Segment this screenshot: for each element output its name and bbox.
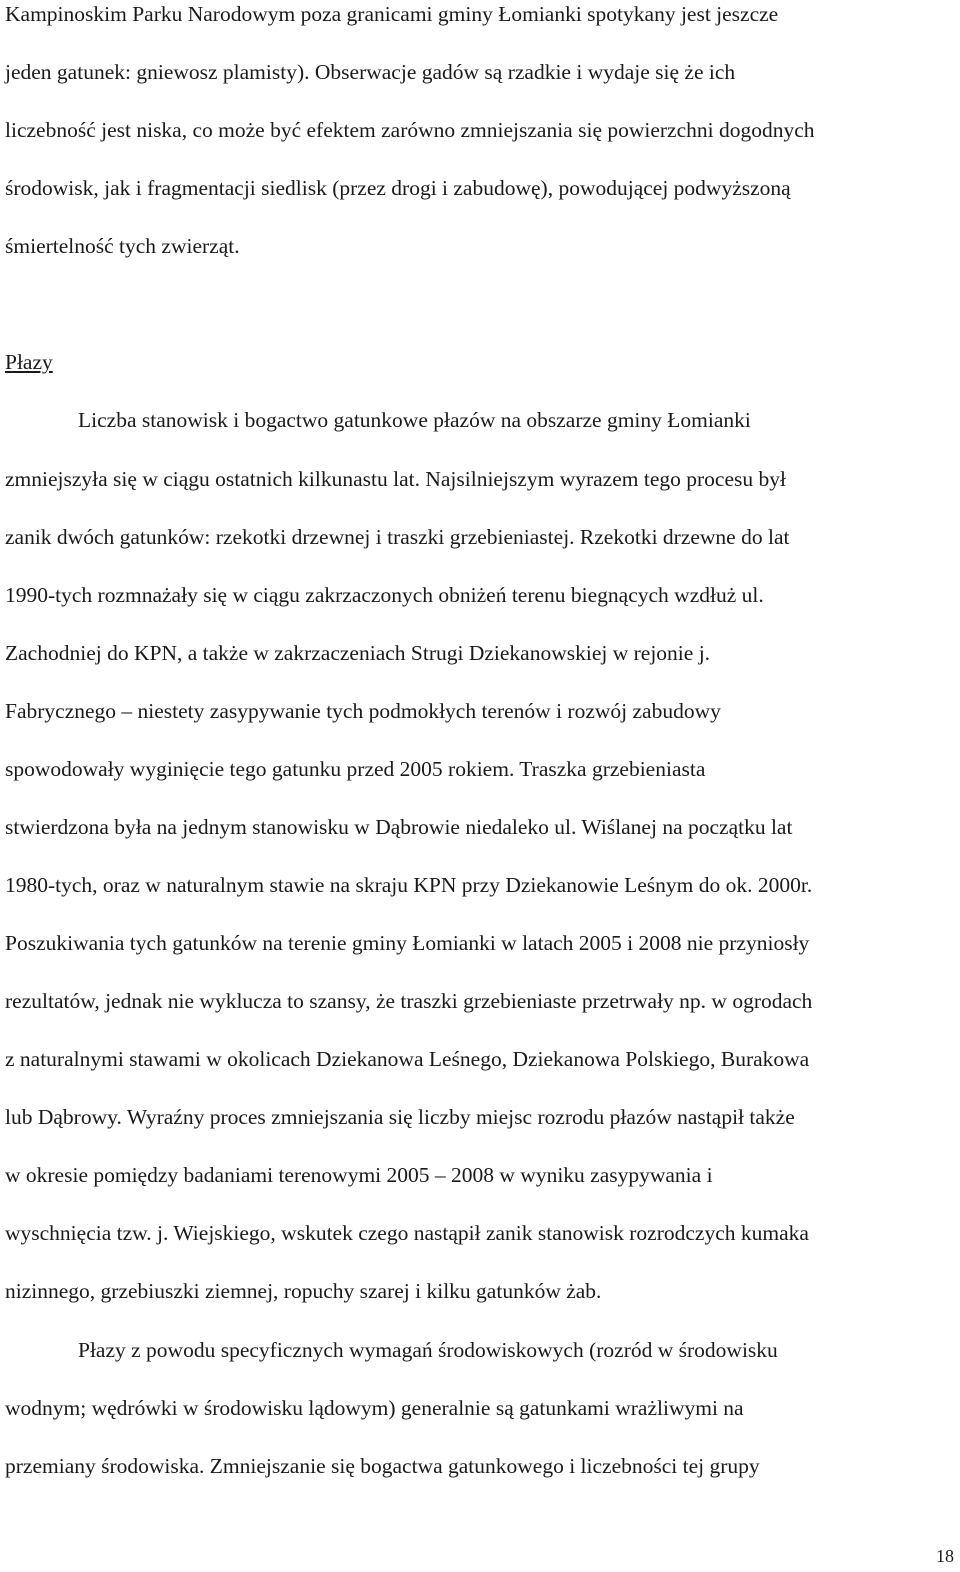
text-line: 1980-tych, oraz w naturalnym stawie na skraju KPN przy Dziekanowie Leśnym do ok. 2000r. [5,873,813,897]
text-line: jeden gatunek: gniewosz plamisty). Obserwacje gadów są rzadkie i wydaje się że ich [5,60,736,84]
text-line: Liczba stanowisk i bogactwo gatunkowe płazów na obszarze gminy Łomianki [78,408,751,432]
text-line: stwierdzona była na jednym stanowisku w Dąbrowie niedaleko ul. Wiślanej na początku lat [5,815,793,839]
text-line: liczebność jest niska, co może być efektem zarówno zmniejszania się powierzchni dogodnych [5,118,815,142]
text-line: nizinnego, grzebiuszki ziemnej, ropuchy szarej i kilku gatunków żab. [5,1279,602,1303]
text-line: śmiertelność tych zwierząt. [5,234,240,258]
text-line: wyschnięcia tzw. j. Wiejskiego, wskutek czego nastąpił zanik stanowisk rozrodczych kumaka [5,1221,809,1245]
text-line: zanik dwóch gatunków: rzekotki drzewnej i traszki grzebieniastej. Rzekotki drzewne do lat [5,525,790,549]
text-line: Fabrycznego – niestety zasypywanie tych podmokłych terenów i rozwój zabudowy [5,699,721,723]
text-line: zmniejszyła się w ciągu ostatnich kilkunastu lat. Najsilniejszym wyrazem tego procesu był [5,467,786,491]
text-line: w okresie pomiędzy badaniami terenowymi 2005 – 2008 w wyniku zasypywania i [5,1163,713,1187]
text-line: Kampinoskim Parku Narodowym poza granicami gminy Łomianki spotykany jest jeszcze [5,2,779,26]
text-line: wodnym; wędrówki w środowisku lądowym) generalnie są gatunkami wrażliwymi na [5,1396,744,1420]
text-line: lub Dąbrowy. Wyraźny proces zmniejszania się liczby miejsc rozrodu płazów nastąpił także [5,1105,795,1129]
text-line: 1990-tych rozmnażały się w ciągu zakrzaczonych obniżeń terenu biegnących wzdłuż ul. [5,583,764,607]
page-number: 18 [936,1546,954,1566]
text-line: Poszukiwania tych gatunków na terenie gminy Łomianki w latach 2005 i 2008 nie przyniosły [5,931,810,955]
text-line: środowisk, jak i fragmentacji siedlisk (przez drogi i zabudowę), powodującej podwyższoną [5,176,791,200]
text-line: spowodowały wyginięcie tego gatunku przed 2005 rokiem. Traszka grzebieniasta [5,757,706,781]
section-heading: Płazy [5,350,53,374]
text-line: rezultatów, jednak nie wyklucza to szansy, że traszki grzebieniaste przetrwały np. w ogrodach [5,989,813,1013]
text-line: z naturalnymi stawami w okolicach Dziekanowa Leśnego, Dziekanowa Polskiego, Burakowa [5,1047,810,1071]
text-line: Płazy z powodu specyficznych wymagań środowiskowych (rozród w środowisku [78,1338,778,1362]
text-line: przemiany środowiska. Zmniejszanie się bogactwa gatunkowego i liczebności tej grupy [5,1454,760,1478]
text-line: Zachodniej do KPN, a także w zakrzaczeniach Strugi Dziekanowskiej w rejonie j. [5,641,711,665]
